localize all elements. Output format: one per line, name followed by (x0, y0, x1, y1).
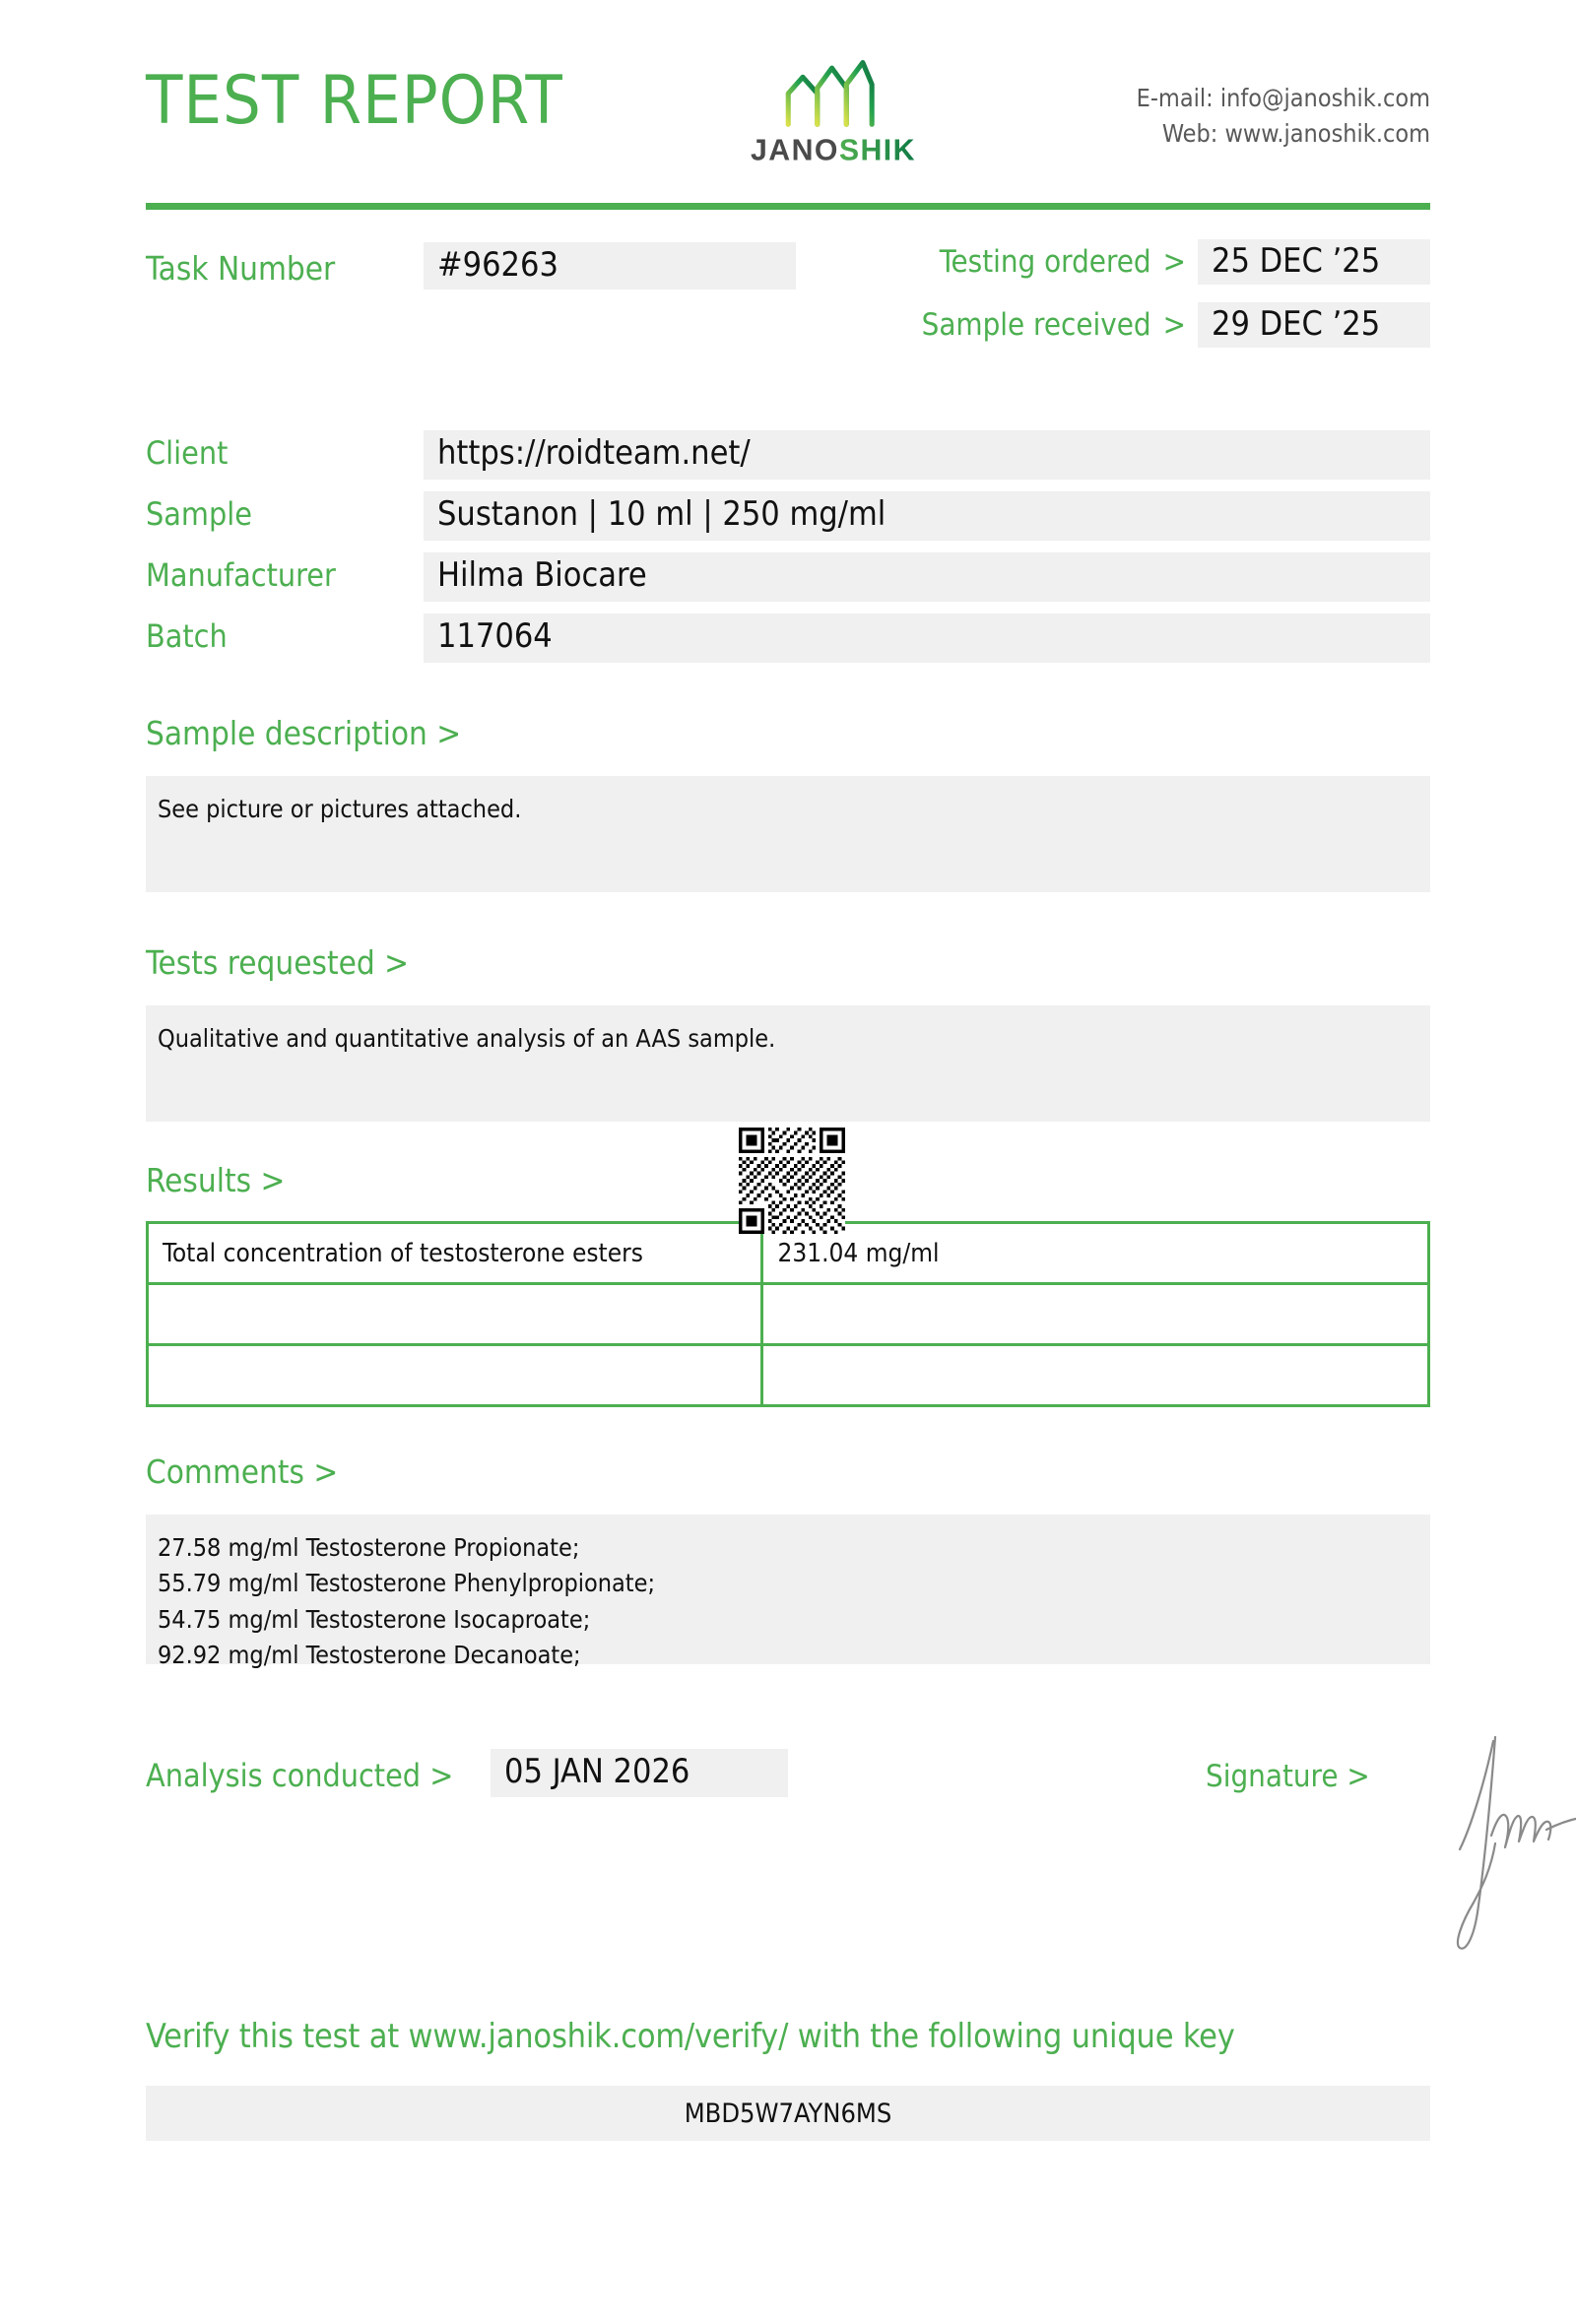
verify-instruction: Verify this test at www.janoshik.com/verify/ with the following unique key (146, 2017, 1235, 2056)
unique-key-box: MBD5W7AYN6MS (146, 2086, 1430, 2141)
table-row (148, 1345, 1429, 1406)
verification-qr-code (739, 1128, 845, 1234)
info-row-client (146, 430, 1430, 480)
comment-line: 27.58 mg/ml Testosterone Propionate; (158, 1533, 580, 1562)
sample-value: Sustanon | 10 ml | 250 mg/ml (424, 491, 1430, 541)
result-value-cell (762, 1284, 1429, 1345)
results-table (146, 1221, 1430, 1407)
janoshik-logo (725, 57, 942, 171)
results-heading: Results > (146, 1161, 286, 1199)
sample-info-block (146, 430, 1430, 663)
info-row-batch (146, 613, 1430, 663)
comment-line: 92.92 mg/ml Testosterone Decanoate; (158, 1640, 581, 1669)
info-row-sample (146, 491, 1430, 541)
analysis-signature-row (146, 1749, 1430, 1995)
email-line: E-mail: info@janoshik.com (1136, 84, 1430, 112)
batch-value: 117064 (424, 613, 1430, 663)
sample-received-row (922, 302, 1430, 348)
client-value: https://roidteam.net/ (424, 430, 1430, 480)
dates-group (922, 239, 1430, 365)
testing-ordered-value: 25 DEC ’25 (1198, 239, 1430, 285)
tests-requested-box: Qualitative and quantitative analysis of an AAS sample. (146, 1005, 1430, 1122)
task-number-value: #96263 (424, 242, 796, 290)
task-and-dates-row (146, 239, 1430, 354)
analysis-conducted-label: Analysis conducted > (146, 1757, 454, 1794)
batch-label: Batch (146, 617, 228, 655)
tests-requested-heading: Tests requested > (146, 943, 410, 982)
logo-word-jano: JANO (751, 134, 839, 167)
caret-icon: > (1162, 244, 1186, 280)
handwritten-signature (1416, 1719, 1576, 1966)
comments-box (146, 1515, 1430, 1669)
page-title: TEST REPORT (146, 62, 563, 140)
comments-section (146, 1452, 1430, 1669)
analysis-conducted-value: 05 JAN 2026 (491, 1749, 788, 1797)
sample-description-section (146, 714, 1430, 892)
comments-heading: Comments > (146, 1452, 339, 1491)
result-value-cell (762, 1345, 1429, 1406)
result-name-cell: Total concentration of testosterone esters (148, 1223, 762, 1284)
logo-wordmark (725, 132, 942, 167)
sample-label: Sample (146, 495, 252, 533)
client-label: Client (146, 434, 229, 472)
web-line: Web: www.janoshik.com (1161, 118, 1430, 148)
comment-line: 55.79 mg/ml Testosterone Phenylpropionate; (158, 1569, 656, 1598)
table-row (148, 1284, 1429, 1345)
caret-icon: > (1162, 307, 1186, 343)
result-value-cell: 231.04 mg/ml (762, 1223, 1429, 1284)
info-row-manufacturer (146, 552, 1430, 602)
task-number-label: Task Number (146, 249, 336, 288)
results-section (146, 1161, 1430, 1407)
result-name-cell (148, 1284, 762, 1345)
signature-label: Signature > (1206, 1759, 1370, 1794)
tests-requested-section (146, 943, 1430, 1122)
chart-zigzag-icon (779, 57, 888, 128)
manufacturer-label: Manufacturer (146, 556, 336, 594)
testing-ordered-label: Testing ordered (939, 244, 1151, 280)
report-header (146, 0, 1430, 197)
header-divider (146, 203, 1430, 210)
sample-description-box: See picture or pictures attached. (146, 776, 1430, 892)
svg-text:JANOSHIK (751, 134, 916, 166)
contact-info (1137, 81, 1430, 151)
logo-word-shik: SHIK (838, 134, 916, 167)
comment-line: 54.75 mg/ml Testosterone Isocaproate; (158, 1604, 591, 1634)
sample-received-label: Sample received (921, 307, 1151, 343)
result-name-cell (148, 1345, 762, 1406)
testing-ordered-row (922, 239, 1430, 285)
sample-description-heading: Sample description > (146, 714, 462, 752)
manufacturer-value: Hilma Biocare (424, 552, 1430, 602)
sample-received-value: 29 DEC ’25 (1198, 302, 1430, 348)
